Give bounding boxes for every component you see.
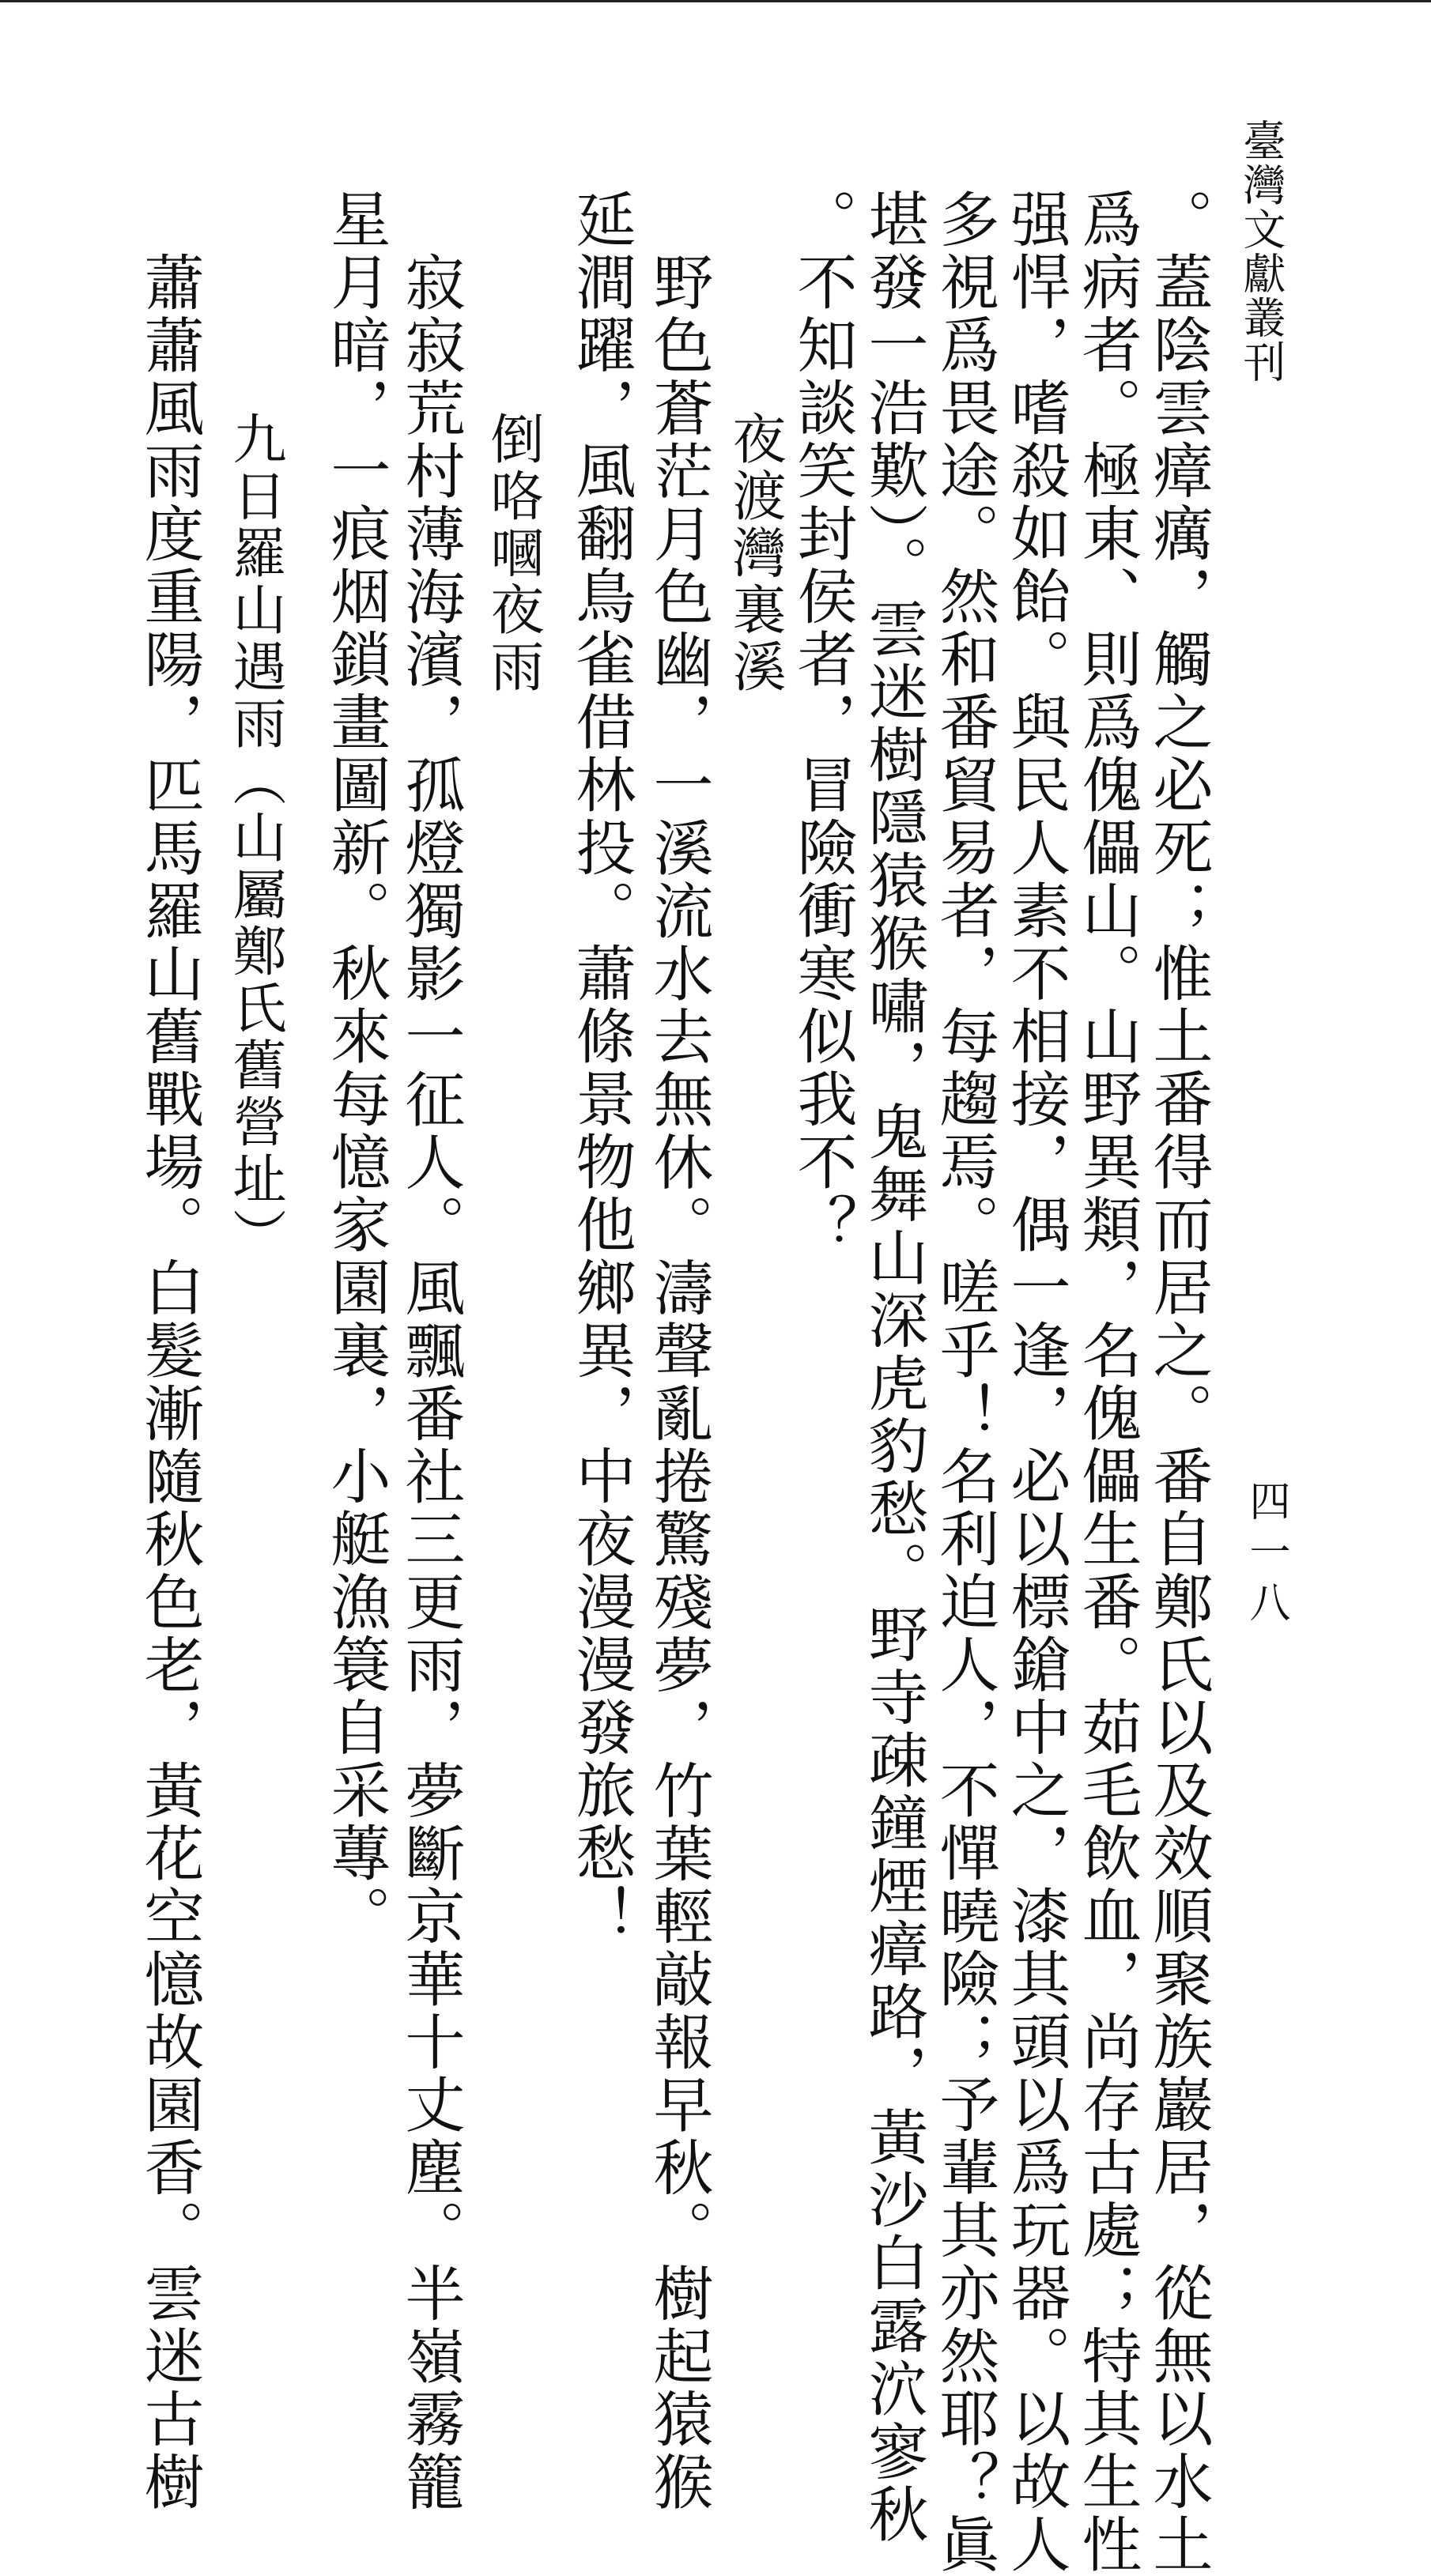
prose-column-5: 堪發一浩歎）。雲迷樹隱猿猴嘯，鬼舞山深虎豹愁。野寺疎鐘煙瘴路，黃沙白露泬寥秋 xyxy=(859,188,929,2546)
poem-line: 寂寂荒村薄海濱，孤燈獨影一征人。風飄番社三更雨，夢斷京華十丈塵。半嶺霧籠 xyxy=(395,251,466,2514)
prose-column-3: 强悍，嗜殺如飴。與民人素不相接，偶一逢，必以標鎗中之，漆其頭以爲玩器。以故人 xyxy=(1001,188,1071,2576)
poem-title: 夜渡灣裏溪 xyxy=(723,411,786,696)
poem-line: 野色蒼茫月色幽，一溪流水去無休。濤聲亂捲驚殘夢，竹葉輕敲報早秋。樹起猿猴 xyxy=(644,251,714,2514)
poem-title: 九日羅山遇雨（山屬鄭氏舊營址） xyxy=(224,411,286,1265)
page-number: 四一八 xyxy=(1242,1480,1289,1631)
prose-column-4: 多視爲畏途。然和番貿易者，每趨焉。嗟乎！名利迫人，不憚曉險；予輩其亦然耶？眞 xyxy=(930,188,1000,2576)
poem-line: 延澗躍，風翻鳥雀借林投。蕭條景物他鄉異，中夜漫漫發旅愁！ xyxy=(566,188,636,1948)
poem-line: 蕭蕭風雨度重陽，匹馬羅山舊戰場。白髮漸隨秋色老，黃花空憶故園香。雲迷古樹 xyxy=(134,251,205,2514)
prose-column-2: 爲病者。極東、則爲傀儡山。山野異類，名傀儡生番。茹毛飲血，尚存古處；特其生性 xyxy=(1072,188,1142,2576)
running-title: 臺灣文獻叢刊 xyxy=(1237,119,1286,384)
poem-title: 倒咯嘓夜雨 xyxy=(481,411,544,696)
poem-line: 星月暗，一痕烟鎖畫圖新。秋來每憶家園裏，小艇漁簑自采蓴。 xyxy=(321,188,391,1948)
page-top-rule xyxy=(0,0,1431,2)
prose-column-1: 。蓋陰雲瘴癘，觸之必死；惟土番得而居之。番自鄭氏以及效順聚族巖居，從無以水土 xyxy=(1143,188,1214,2576)
prose-column-6: 。不知談笑封侯者，冒險衝寒似我不？ xyxy=(787,188,858,1257)
